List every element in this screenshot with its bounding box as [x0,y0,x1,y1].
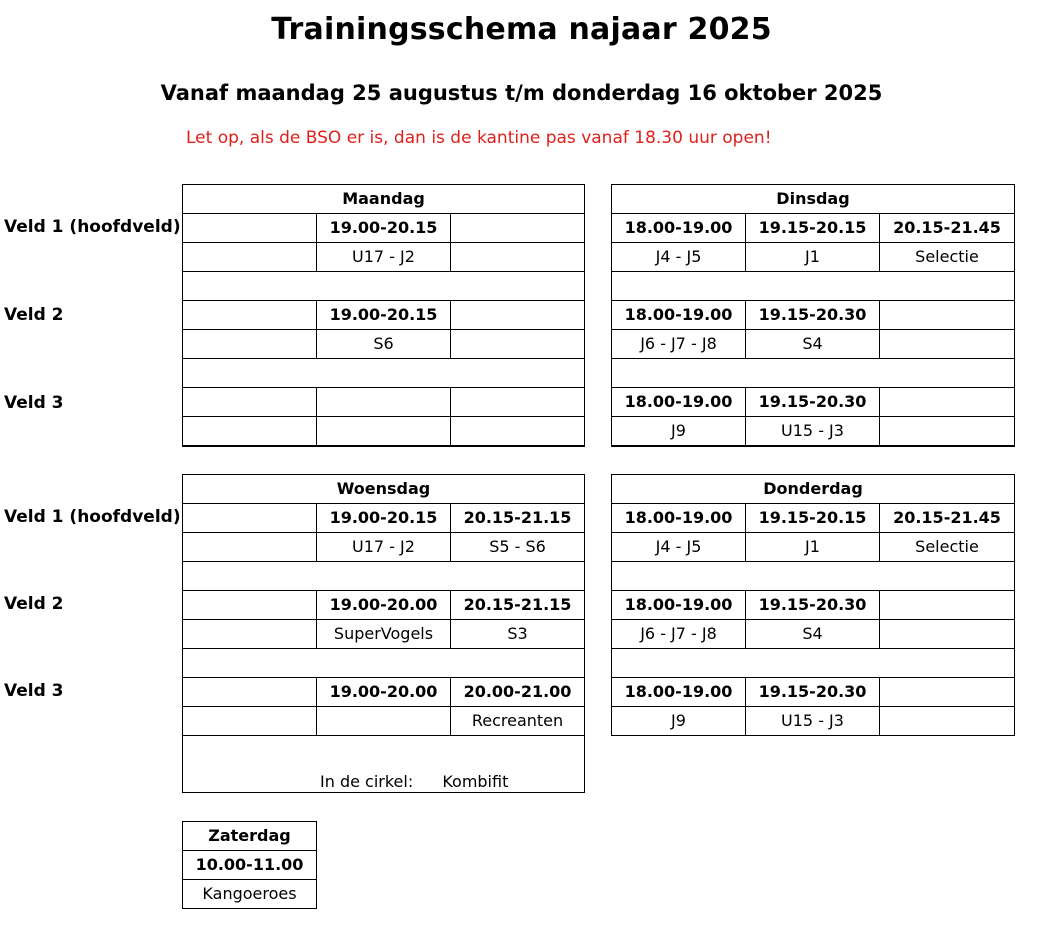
time-cell [451,301,585,330]
team-cell: Recreanten [451,707,585,736]
schedule-woensdag [182,474,585,793]
team-cell: U17 - J2 [317,533,451,562]
page-subtitle: Vanaf maandag 25 augustus t/m donderdag 16 oktober 2025 [160,81,883,105]
team-cell: U15 - J3 [746,417,880,447]
time-cell: 19.00-20.00 [317,591,451,620]
time-cell: 20.15-21.45 [880,504,1015,533]
schedule-zaterdag [182,821,317,909]
time-cell: 20.15-21.15 [451,591,585,620]
circle-row [183,736,585,793]
spacer-row [183,272,585,301]
time-cell: 18.00-19.00 [612,591,746,620]
row-label-veld3: Veld 3 [4,393,64,413]
time-cell: 20.15-21.15 [451,504,585,533]
schedule-maandag [182,184,585,447]
team-cell: S4 [746,330,880,359]
team-cell [317,417,451,447]
spacer-row [183,649,585,678]
spacer-row [612,649,1015,678]
day-header: Maandag [183,185,585,214]
time-cell: 19.00-20.15 [317,504,451,533]
team-cell: Selectie [880,533,1015,562]
team-cell: S4 [746,620,880,649]
team-cell: J4 - J5 [612,533,746,562]
time-cell: 19.00-20.15 [317,214,451,243]
team-cell [880,330,1015,359]
time-cell: 19.15-20.30 [746,591,880,620]
time-cell [880,591,1015,620]
team-cell: J1 [746,533,880,562]
team-cell [183,417,317,447]
spacer-row [612,272,1015,301]
day-header: Zaterdag [183,822,317,851]
time-cell: 18.00-19.00 [612,504,746,533]
schedule-donderdag [611,474,1015,736]
team-cell: J6 - J7 - J8 [612,330,746,359]
team-cell [880,620,1015,649]
team-cell [880,417,1015,447]
team-cell [451,417,585,447]
spacer-row [183,562,585,591]
team-cell [183,707,317,736]
time-cell [183,388,317,417]
team-cell: J4 - J5 [612,243,746,272]
time-cell: 20.00-21.00 [451,678,585,707]
team-cell: J9 [612,417,746,447]
row-label-veld1: Veld 1 (hoofdveld) [4,217,181,237]
team-cell: S6 [317,330,451,359]
team-cell [183,533,317,562]
team-cell: J9 [612,707,746,736]
team-cell: S5 - S6 [451,533,585,562]
time-cell [451,214,585,243]
time-cell: 19.15-20.15 [746,214,880,243]
team-cell: S3 [451,620,585,649]
spacer-row [612,562,1015,591]
team-cell: J6 - J7 - J8 [612,620,746,649]
team-cell: J1 [746,243,880,272]
time-cell [183,301,317,330]
team-cell: Kangoeroes [183,880,317,909]
time-cell [183,591,317,620]
time-cell [451,388,585,417]
team-cell [880,707,1015,736]
time-cell: 20.15-21.45 [880,214,1015,243]
page-title: Trainingsschema najaar 2025 [271,12,772,47]
team-cell [183,243,317,272]
team-cell [317,707,451,736]
time-cell: 19.15-20.30 [746,301,880,330]
team-cell: U17 - J2 [317,243,451,272]
time-cell: 19.00-20.00 [317,678,451,707]
time-cell: 19.15-20.15 [746,504,880,533]
time-cell [880,388,1015,417]
time-cell: 18.00-19.00 [612,301,746,330]
spacer-row [612,359,1015,388]
time-cell: 18.00-19.00 [612,678,746,707]
spacer-row [183,359,585,388]
time-cell: 19.15-20.30 [746,388,880,417]
time-cell: 19.00-20.15 [317,301,451,330]
time-cell: 10.00-11.00 [183,851,317,880]
time-cell [183,214,317,243]
team-cell [451,330,585,359]
time-cell [880,678,1015,707]
time-cell: 18.00-19.00 [612,214,746,243]
team-cell [183,330,317,359]
team-cell: Selectie [880,243,1015,272]
row-label-veld1: Veld 1 (hoofdveld) [4,507,181,527]
day-header: Woensdag [183,475,585,504]
row-label-veld3: Veld 3 [4,681,64,701]
time-cell [880,301,1015,330]
day-header: Donderdag [612,475,1015,504]
team-cell [183,620,317,649]
team-cell [451,243,585,272]
time-cell [183,504,317,533]
canteen-warning: Let op, als de BSO er is, dan is de kantine pas vanaf 18.30 uur open! [186,128,772,148]
time-cell: 18.00-19.00 [612,388,746,417]
time-cell [183,678,317,707]
team-cell: U15 - J3 [746,707,880,736]
time-cell [317,388,451,417]
row-label-veld2: Veld 2 [4,305,64,325]
row-label-veld2: Veld 2 [4,594,64,614]
schedule-dinsdag [611,184,1015,447]
day-header: Dinsdag [612,185,1015,214]
circle-value: Kombifit [442,772,509,791]
time-cell: 19.15-20.30 [746,678,880,707]
team-cell: SuperVogels [317,620,451,649]
circle-label: In de cirkel: [320,772,414,791]
